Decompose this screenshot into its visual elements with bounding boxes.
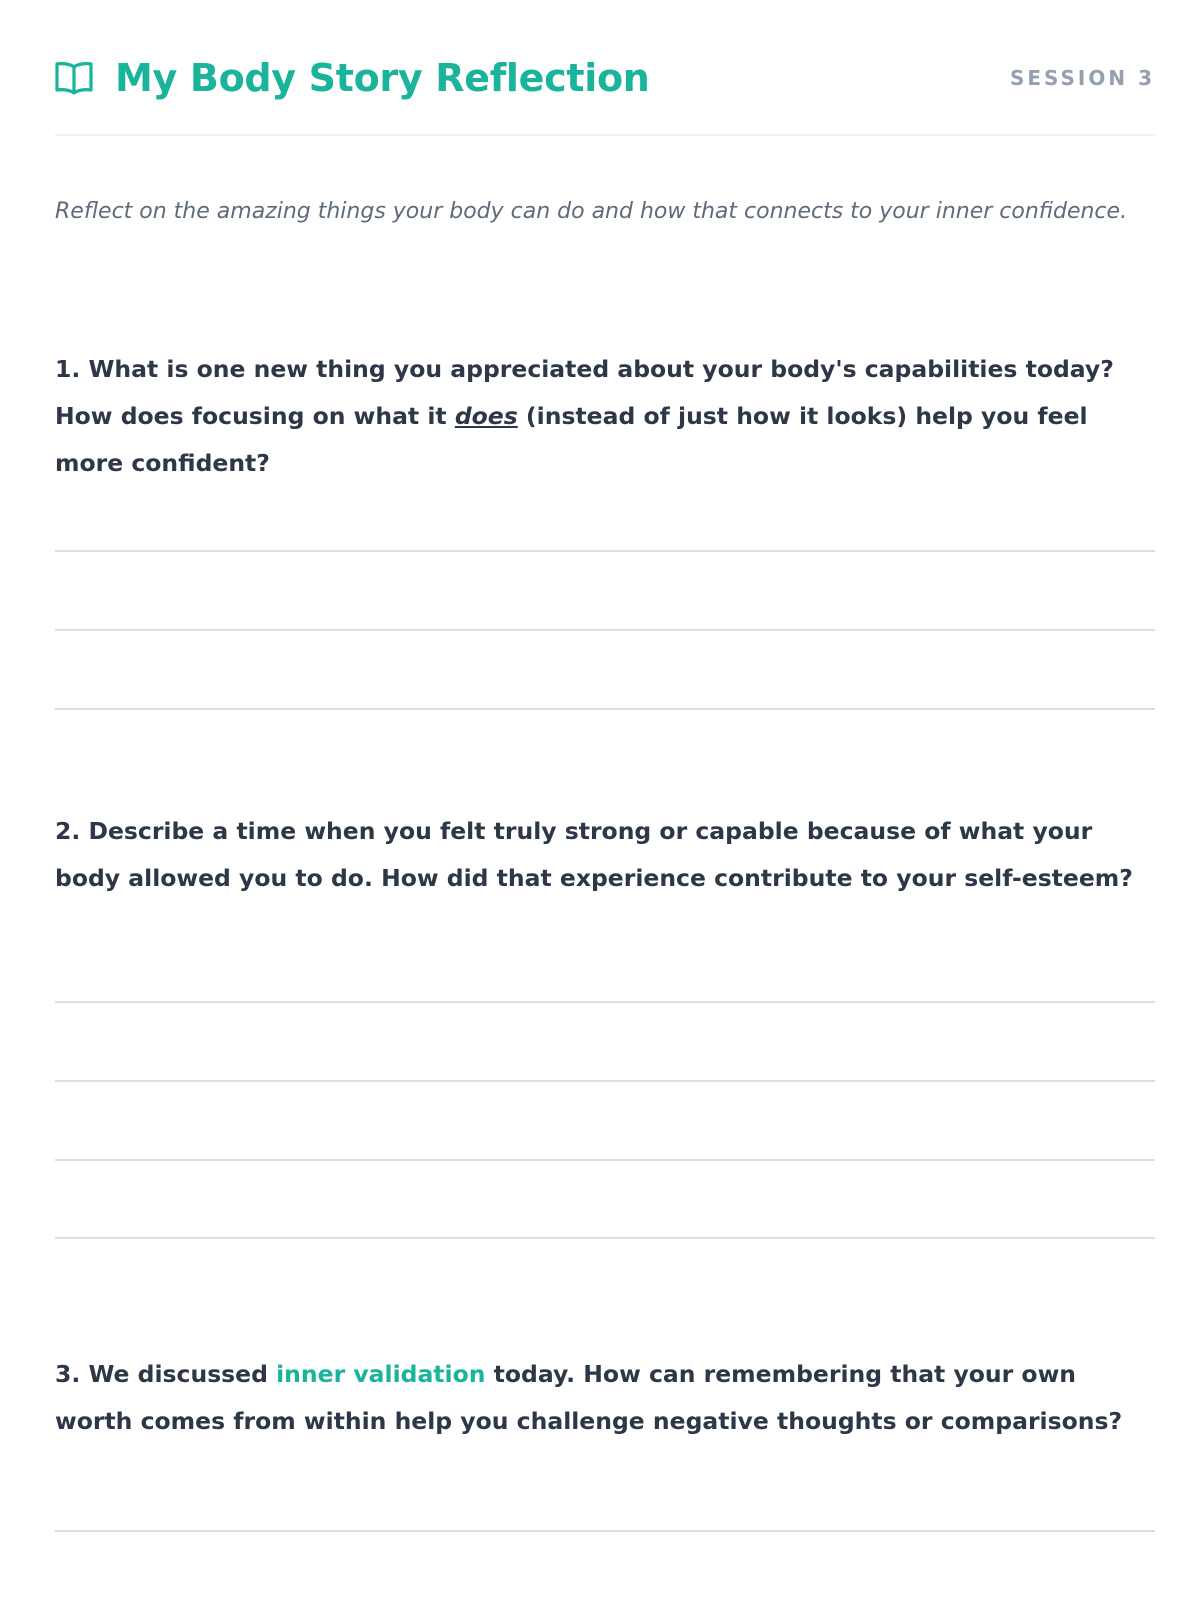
answer-line[interactable] (55, 708, 1155, 710)
answer-line[interactable] (55, 1001, 1155, 1003)
answer-line[interactable] (55, 1237, 1155, 1239)
question-2: 2. Describe a time when you felt truly strong or capable because of what your body allowed you to do. How did that experience contribute to your self-esteem? (55, 817, 1133, 892)
question-1-text: 1. What is one new thing you appreciated about your body's capabilities today? How does focusing on what it (55, 355, 1114, 430)
worksheet-header (55, 52, 1155, 108)
question-1-text-end: (instead of just how it looks) help you feel more confident? (55, 402, 1088, 477)
answer-line[interactable] (55, 1530, 1155, 1532)
intro-text: Reflect on the amazing things your body can do and how that connects to your inner confidence. (55, 199, 1128, 224)
question-1 (55, 346, 1155, 487)
question-3-highlight: inner validation (276, 1360, 486, 1388)
question-1-emphasis: does (454, 402, 518, 430)
session-label: SESSION 3 (1009, 66, 1155, 90)
answer-line[interactable] (55, 1080, 1155, 1082)
question-3 (55, 1351, 1155, 1445)
question-3-text-end: today. How can remembering that your own worth comes from within help you challenge negative thoughts or comparisons? (55, 1360, 1123, 1435)
header-divider (55, 134, 1155, 136)
answer-line[interactable] (55, 550, 1155, 552)
question-3-text: 3. We discussed (55, 1360, 277, 1388)
book-open-icon (55, 61, 93, 95)
answer-line[interactable] (55, 1159, 1155, 1161)
page-title: My Body Story Reflection (115, 56, 650, 100)
answer-line[interactable] (55, 629, 1155, 631)
worksheet-page (55, 0, 1155, 1600)
